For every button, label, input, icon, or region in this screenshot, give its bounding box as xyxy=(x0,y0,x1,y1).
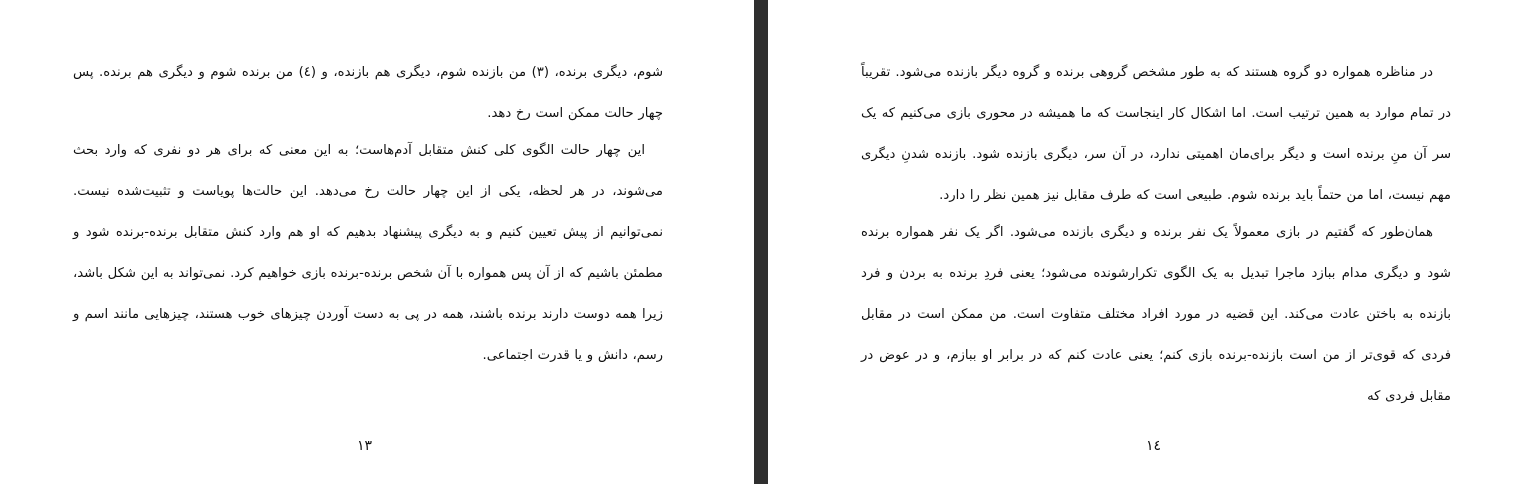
left-paragraph-2: این چهار حالت الگوی کلی کنش متقابل آدم‌هاست؛ به این معنی که برای هر دو نفری که وارد بحث می‌شوند، در هر لحظه، یکی از این چهار حالت رخ می‌دهد. این حالت‌ها پویاست و تثبیت‌شده نیست. نمی‌توانیم از پیش تعیین کنیم و به دیگری پیشنهاد بدهیم که او هم وارد کنش متقابل برنده-برنده شود و مطمئن باشیم که از آن پس همواره با آن شخص برنده-برنده بازی خواهیم کرد. نمی‌تواند به این شکل باشد، زیرا همه دوست دارند برنده باشند، همه در پی به دست آوردن چیزهای خوب هستند، چیزهایی مانند اسم و رسم، دانش و یا قدرت اجتماعی. xyxy=(73,143,663,363)
left-page xyxy=(0,0,754,484)
right-page-text xyxy=(861,52,1451,417)
right-page-number: ١٤ xyxy=(1146,438,1162,454)
page-gutter xyxy=(754,0,768,484)
right-paragraph-2: همان‌طور که گفتیم در بازی معمولاً یک نفر برنده و دیگری بازنده می‌شود. اگر یک نفر همواره برنده شود و دیگری مدام ببازد ماجرا تبدیل به یک الگوی تکرارشونده می‌شود؛ یعنی فردِ برنده به بردن و فرد بازنده به باختن عادت می‌کند. این قضیه در مورد افراد مختلف متفاوت است. من ممکن است در مقابل فردی که قوی‌تر از من است بازنده-برنده بازی کنم؛ یعنی عادت کنم که در برابر او ببازم، و در عوض در مقابل فردی که xyxy=(861,225,1451,404)
left-paragraph-1: شوم، دیگری برنده، (۳) من بازنده شوم، دیگری هم بازنده، و (٤) من برنده شوم و دیگری هم برنده. پس چهار حالت ممکن است رخ دهد. xyxy=(73,65,664,121)
right-page xyxy=(768,0,1519,484)
right-paragraph-1: در مناظره همواره دو گروه هستند که به طور مشخص گروهی برنده و گروه دیگر بازنده می‌شود. تقریباً در تمام موارد به همین ترتیب است. اما اشکال کار اینجاست که ما همیشه در محوری بازی می‌کنیم که یک سر آن منِ برنده است و دیگر برای‌مان اهمیتی ندارد، در آن سر، دیگری بازنده شود. بازنده شدنِ دیگری مهم نیست، اما من حتماً باید برنده شوم. طبیعی است که طرف مقابل نیز همین نظر را دارد. xyxy=(861,65,1451,203)
left-page-text xyxy=(73,52,663,376)
left-page-number: ۱۳ xyxy=(357,438,373,454)
